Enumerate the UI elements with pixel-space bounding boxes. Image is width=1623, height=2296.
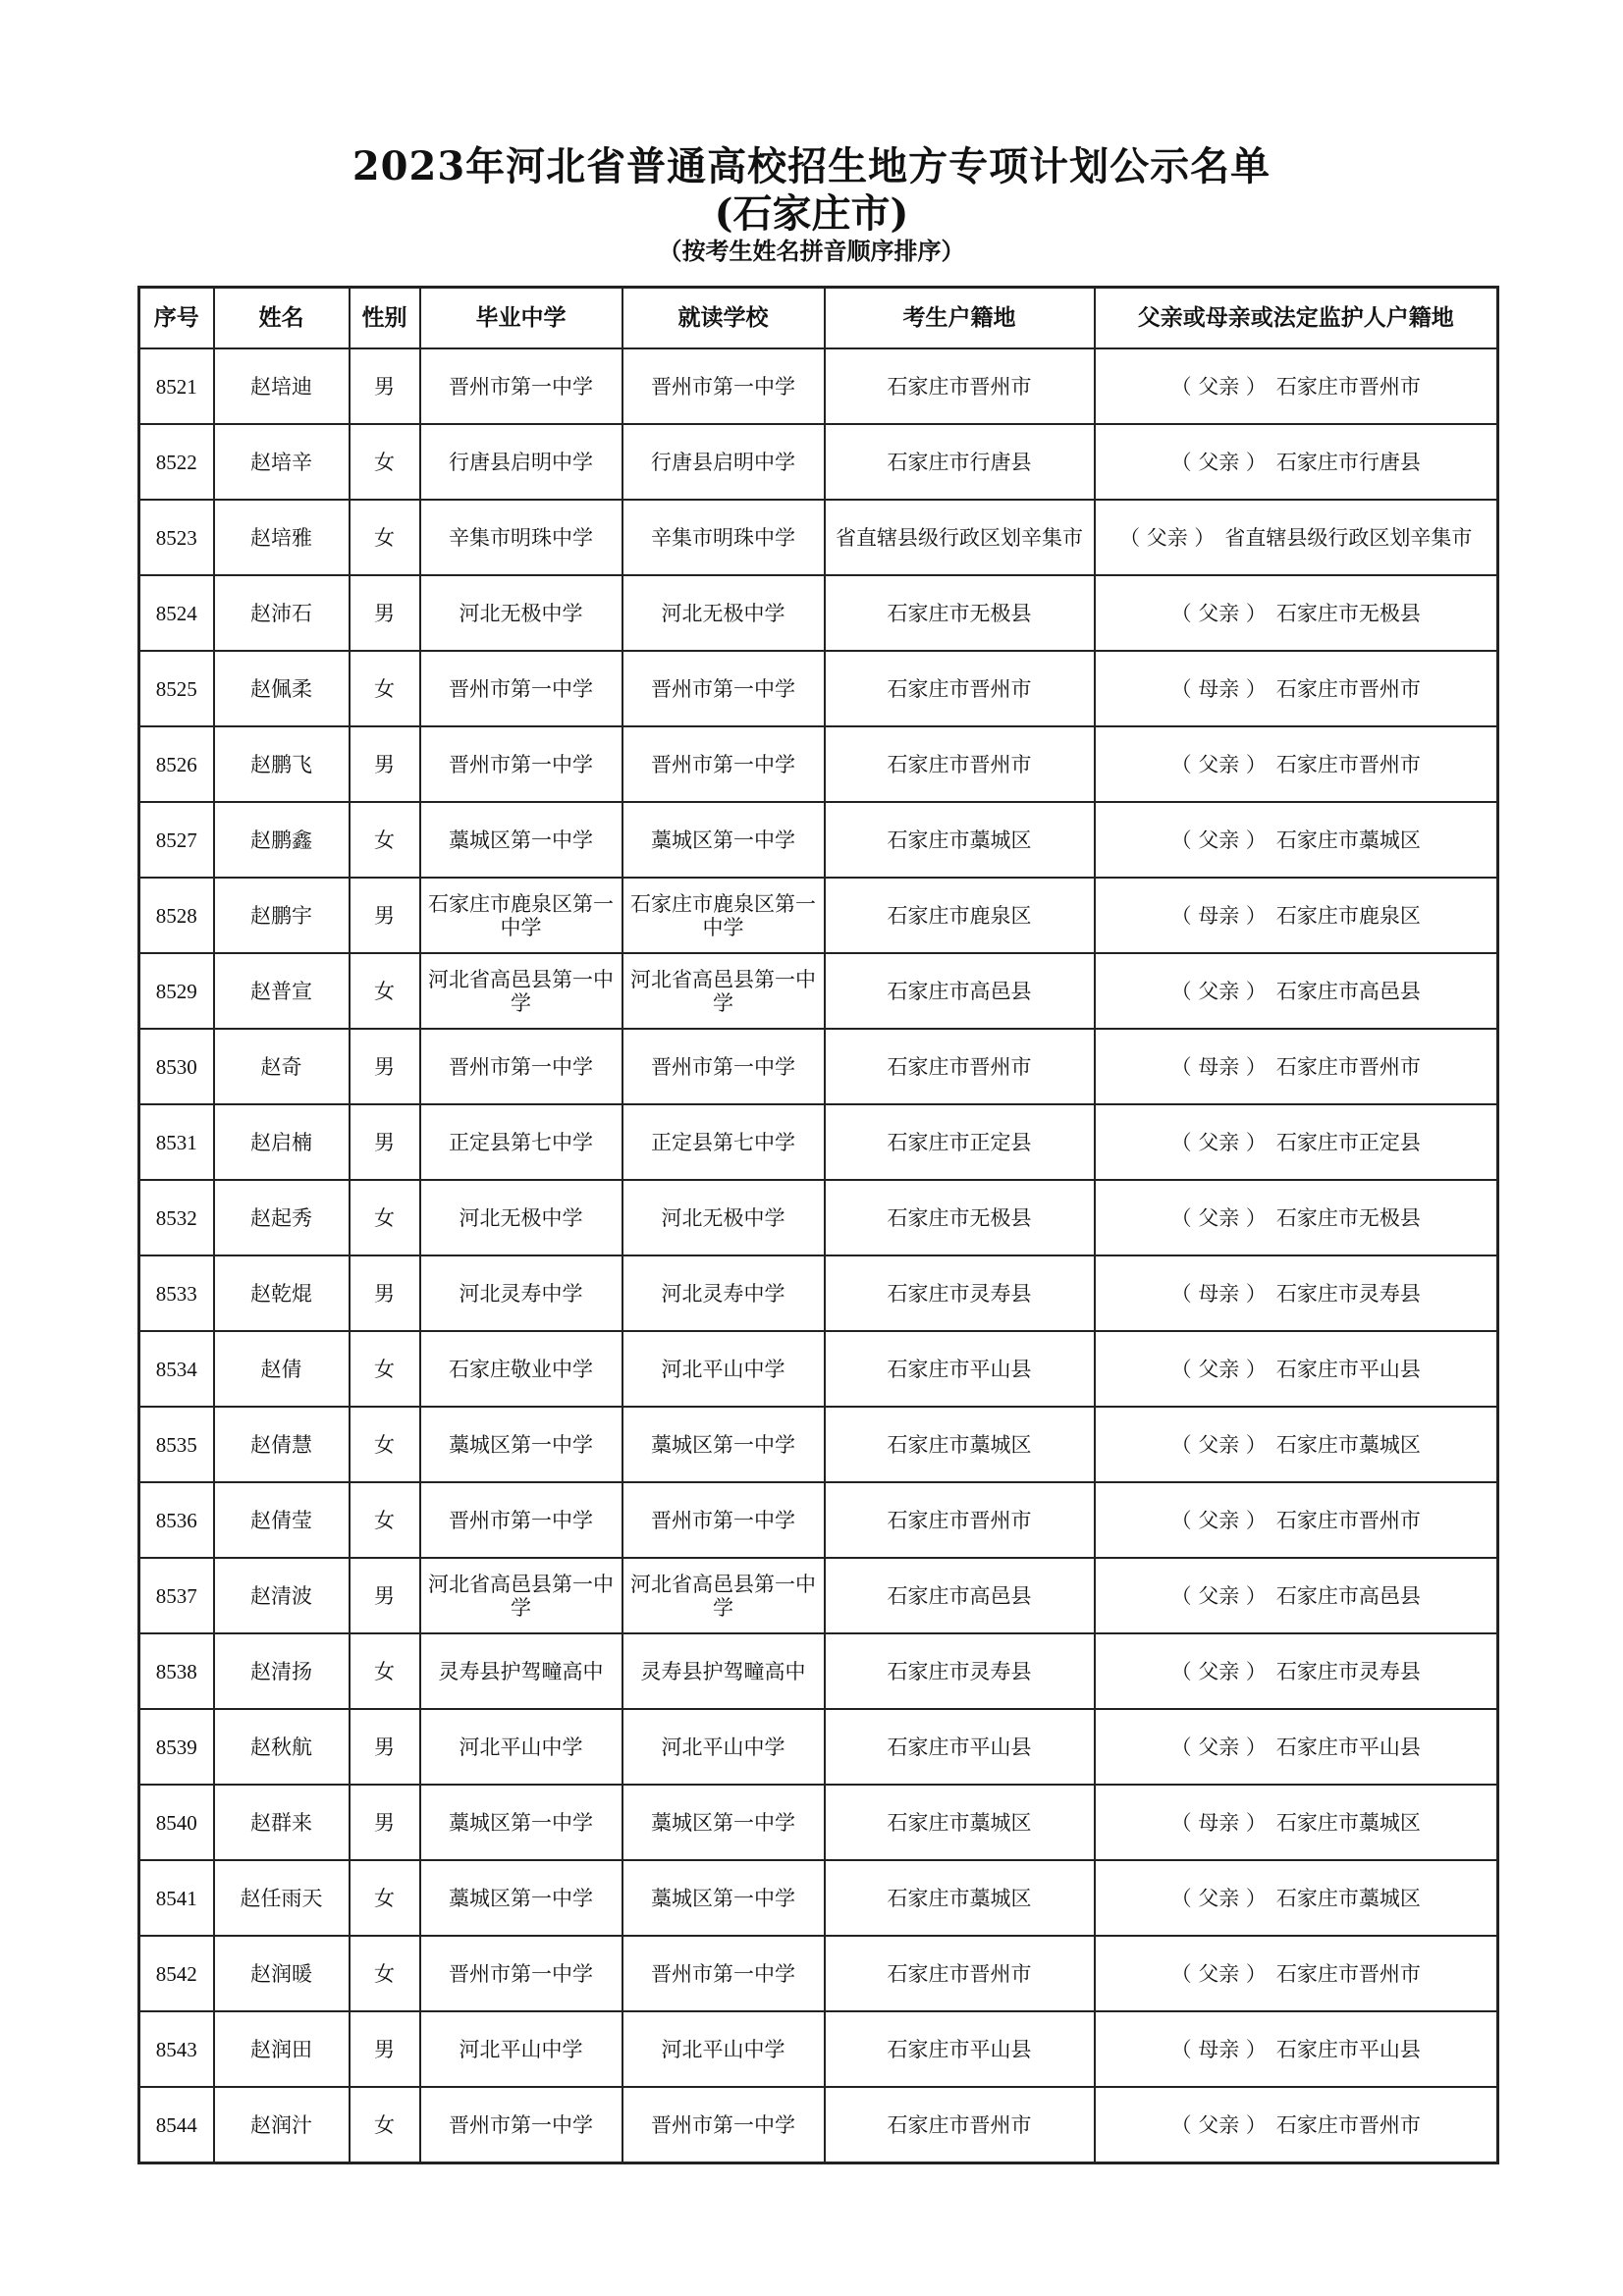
guardian-hukou: 石家庄市藁城区 — [1275, 1886, 1421, 1910]
cell-name: 赵任雨天 — [214, 1860, 350, 1936]
cell-guardian — [1095, 1785, 1498, 1860]
cell-no: 8544 — [139, 2087, 214, 2163]
cell-current-school: 辛集市明珠中学 — [622, 500, 825, 575]
cell-guardian — [1095, 424, 1498, 500]
table-row — [139, 2011, 1498, 2087]
cell-guardian — [1095, 1029, 1498, 1104]
guardian-relation: （ 父亲 ） — [1170, 1508, 1267, 1532]
cell-name: 赵润暖 — [214, 1936, 350, 2011]
guardian-relation: （ 父亲 ） — [1170, 1659, 1267, 1683]
table-row — [139, 953, 1498, 1029]
guardian-hukou: 石家庄市晋州市 — [1275, 374, 1421, 399]
cell-grad-school: 藁城区第一中学 — [420, 802, 622, 878]
header-hukou: 考生户籍地 — [825, 288, 1095, 349]
table-row — [139, 651, 1498, 726]
table-row — [139, 802, 1498, 878]
guardian-relation: （ 父亲 ） — [1119, 525, 1216, 550]
cell-hukou: 石家庄市晋州市 — [825, 2087, 1095, 2163]
guardian-hukou: 石家庄市藁城区 — [1275, 1810, 1421, 1835]
cell-current-school: 灵寿县护驾疃高中 — [622, 1633, 825, 1709]
cell-guardian — [1095, 1407, 1498, 1482]
table-row — [139, 348, 1498, 424]
cell-current-school: 晋州市第一中学 — [622, 2087, 825, 2163]
cell-hukou: 石家庄市晋州市 — [825, 726, 1095, 802]
cell-gender: 男 — [350, 1104, 420, 1180]
cell-hukou: 石家庄市藁城区 — [825, 1860, 1095, 1936]
guardian-hukou: 石家庄市平山县 — [1275, 1735, 1421, 1759]
guardian-hukou: 石家庄市藁城区 — [1275, 828, 1421, 852]
cell-name: 赵清波 — [214, 1558, 350, 1633]
cell-grad-school: 河北省高邑县第一中学 — [420, 953, 622, 1029]
guardian-hukou: 石家庄市晋州市 — [1275, 676, 1421, 701]
guardian-relation: （ 母亲 ） — [1170, 2037, 1267, 2061]
cell-hukou: 石家庄市晋州市 — [825, 1029, 1095, 1104]
cell-hukou: 石家庄市晋州市 — [825, 1936, 1095, 2011]
cell-hukou: 石家庄市鹿泉区 — [825, 878, 1095, 953]
cell-no: 8524 — [139, 575, 214, 651]
guardian-relation: （ 母亲 ） — [1170, 1281, 1267, 1306]
cell-gender: 男 — [350, 2011, 420, 2087]
table-row — [139, 424, 1498, 500]
cell-grad-school: 石家庄市鹿泉区第一中学 — [420, 878, 622, 953]
cell-name: 赵润汁 — [214, 2087, 350, 2163]
cell-name: 赵群来 — [214, 1785, 350, 1860]
cell-name: 赵乾焜 — [214, 1255, 350, 1331]
cell-name: 赵倩慧 — [214, 1407, 350, 1482]
cell-guardian — [1095, 348, 1498, 424]
cell-guardian — [1095, 1936, 1498, 2011]
cell-hukou: 石家庄市平山县 — [825, 1331, 1095, 1407]
guardian-hukou: 石家庄市晋州市 — [1275, 752, 1421, 776]
cell-gender: 女 — [350, 1860, 420, 1936]
cell-current-school: 河北省高邑县第一中学 — [622, 953, 825, 1029]
cell-grad-school: 晋州市第一中学 — [420, 348, 622, 424]
cell-guardian — [1095, 2087, 1498, 2163]
guardian-hukou: 石家庄市正定县 — [1275, 1130, 1421, 1154]
guardian-relation: （ 母亲 ） — [1170, 903, 1267, 928]
cell-grad-school: 河北省高邑县第一中学 — [420, 1558, 622, 1633]
cell-current-school: 石家庄市鹿泉区第一中学 — [622, 878, 825, 953]
cell-grad-school: 灵寿县护驾疃高中 — [420, 1633, 622, 1709]
header-gender: 性别 — [350, 288, 420, 349]
guardian-relation: （ 母亲 ） — [1170, 1054, 1267, 1079]
table-row — [139, 1104, 1498, 1180]
guardian-relation: （ 父亲 ） — [1170, 1886, 1267, 1910]
cell-guardian — [1095, 500, 1498, 575]
cell-current-school: 晋州市第一中学 — [622, 1029, 825, 1104]
document-title: 2023年河北省普通高校招生地方专项计划公示名单 — [352, 143, 1271, 189]
document-subtitle-city: (石家庄市) — [714, 190, 909, 237]
cell-gender: 女 — [350, 1482, 420, 1558]
guardian-hukou: 石家庄市高邑县 — [1275, 979, 1421, 1003]
cell-guardian — [1095, 1860, 1498, 1936]
guardian-relation: （ 父亲 ） — [1170, 601, 1267, 625]
cell-hukou: 石家庄市晋州市 — [825, 348, 1095, 424]
table-row — [139, 1331, 1498, 1407]
guardian-hukou: 石家庄市晋州市 — [1275, 2112, 1421, 2137]
cell-no: 8532 — [139, 1180, 214, 1255]
cell-current-school: 晋州市第一中学 — [622, 651, 825, 726]
cell-current-school: 正定县第七中学 — [622, 1104, 825, 1180]
cell-no: 8527 — [139, 802, 214, 878]
cell-hukou: 石家庄市藁城区 — [825, 1785, 1095, 1860]
cell-hukou: 石家庄市灵寿县 — [825, 1255, 1095, 1331]
cell-no: 8533 — [139, 1255, 214, 1331]
cell-grad-school: 晋州市第一中学 — [420, 651, 622, 726]
table-row — [139, 1709, 1498, 1785]
cell-hukou: 石家庄市晋州市 — [825, 651, 1095, 726]
cell-gender: 男 — [350, 575, 420, 651]
cell-no: 8525 — [139, 651, 214, 726]
guardian-relation: （ 父亲 ） — [1170, 1735, 1267, 1759]
guardian-relation: （ 父亲 ） — [1170, 2112, 1267, 2137]
cell-hukou: 石家庄市平山县 — [825, 2011, 1095, 2087]
table-row — [139, 575, 1498, 651]
guardian-hukou: 石家庄市灵寿县 — [1275, 1659, 1421, 1683]
cell-gender: 男 — [350, 726, 420, 802]
cell-guardian — [1095, 1709, 1498, 1785]
header-grad-school: 毕业中学 — [420, 288, 622, 349]
cell-gender: 男 — [350, 348, 420, 424]
cell-name: 赵奇 — [214, 1029, 350, 1104]
cell-no: 8526 — [139, 726, 214, 802]
roster-table — [137, 286, 1499, 2164]
cell-current-school: 藁城区第一中学 — [622, 1785, 825, 1860]
header-no: 序号 — [139, 288, 214, 349]
cell-no: 8521 — [139, 348, 214, 424]
cell-current-school: 河北平山中学 — [622, 1709, 825, 1785]
cell-hukou: 石家庄市藁城区 — [825, 802, 1095, 878]
cell-gender: 女 — [350, 802, 420, 878]
guardian-relation: （ 母亲 ） — [1170, 676, 1267, 701]
cell-current-school: 河北无极中学 — [622, 1180, 825, 1255]
guardian-relation: （ 父亲 ） — [1170, 1432, 1267, 1457]
guardian-relation: （ 父亲 ） — [1170, 828, 1267, 852]
cell-gender: 男 — [350, 1709, 420, 1785]
guardian-relation: （ 父亲 ） — [1170, 374, 1267, 399]
cell-grad-school: 河北灵寿中学 — [420, 1255, 622, 1331]
cell-current-school: 晋州市第一中学 — [622, 348, 825, 424]
cell-current-school: 河北省高邑县第一中学 — [622, 1558, 825, 1633]
cell-current-school: 河北灵寿中学 — [622, 1255, 825, 1331]
guardian-hukou: 石家庄市行唐县 — [1275, 450, 1421, 474]
cell-no: 8528 — [139, 878, 214, 953]
cell-guardian — [1095, 1255, 1498, 1331]
guardian-hukou: 石家庄市藁城区 — [1275, 1432, 1421, 1457]
cell-grad-school: 辛集市明珠中学 — [420, 500, 622, 575]
cell-no: 8534 — [139, 1331, 214, 1407]
cell-name: 赵培辛 — [214, 424, 350, 500]
cell-gender: 女 — [350, 424, 420, 500]
guardian-hukou: 石家庄市鹿泉区 — [1275, 903, 1421, 928]
guardian-relation: （ 父亲 ） — [1170, 1961, 1267, 1986]
guardian-hukou: 石家庄市高邑县 — [1275, 1583, 1421, 1608]
cell-name: 赵清扬 — [214, 1633, 350, 1709]
guardian-hukou: 石家庄市平山县 — [1275, 2037, 1421, 2061]
cell-guardian — [1095, 1331, 1498, 1407]
guardian-hukou: 省直辖县级行政区划辛集市 — [1224, 525, 1473, 550]
guardian-hukou: 石家庄市晋州市 — [1275, 1508, 1421, 1532]
cell-name: 赵鹏鑫 — [214, 802, 350, 878]
cell-grad-school: 晋州市第一中学 — [420, 2087, 622, 2163]
cell-no: 8538 — [139, 1633, 214, 1709]
cell-current-school: 晋州市第一中学 — [622, 726, 825, 802]
cell-no: 8530 — [139, 1029, 214, 1104]
cell-gender: 男 — [350, 1785, 420, 1860]
cell-grad-school: 河北无极中学 — [420, 1180, 622, 1255]
cell-hukou: 石家庄市灵寿县 — [825, 1633, 1095, 1709]
cell-grad-school: 石家庄敬业中学 — [420, 1331, 622, 1407]
cell-name: 赵鹏飞 — [214, 726, 350, 802]
cell-current-school: 藁城区第一中学 — [622, 1860, 825, 1936]
cell-guardian — [1095, 2011, 1498, 2087]
table-row — [139, 726, 1498, 802]
table-row — [139, 1558, 1498, 1633]
cell-guardian — [1095, 575, 1498, 651]
cell-no: 8543 — [139, 2011, 214, 2087]
cell-gender: 男 — [350, 1558, 420, 1633]
cell-hukou: 石家庄市行唐县 — [825, 424, 1095, 500]
table-row — [139, 1255, 1498, 1331]
guardian-relation: （ 父亲 ） — [1170, 450, 1267, 474]
cell-no: 8531 — [139, 1104, 214, 1180]
cell-name: 赵沛石 — [214, 575, 350, 651]
cell-current-school: 晋州市第一中学 — [622, 1936, 825, 2011]
cell-current-school: 行唐县启明中学 — [622, 424, 825, 500]
table-header-row — [139, 288, 1498, 349]
cell-grad-school: 藁城区第一中学 — [420, 1785, 622, 1860]
table-row — [139, 1180, 1498, 1255]
cell-guardian — [1095, 1633, 1498, 1709]
guardian-relation: （ 父亲 ） — [1170, 752, 1267, 776]
cell-hukou: 省直辖县级行政区划辛集市 — [825, 500, 1095, 575]
cell-grad-school: 河北无极中学 — [420, 575, 622, 651]
guardian-hukou: 石家庄市平山县 — [1275, 1357, 1421, 1381]
cell-hukou: 石家庄市晋州市 — [825, 1482, 1095, 1558]
cell-current-school: 河北无极中学 — [622, 575, 825, 651]
cell-no: 8541 — [139, 1860, 214, 1936]
cell-grad-school: 晋州市第一中学 — [420, 726, 622, 802]
cell-name: 赵佩柔 — [214, 651, 350, 726]
cell-name: 赵起秀 — [214, 1180, 350, 1255]
cell-hukou: 石家庄市藁城区 — [825, 1407, 1095, 1482]
cell-gender: 女 — [350, 1633, 420, 1709]
table-row — [139, 1407, 1498, 1482]
cell-gender: 女 — [350, 500, 420, 575]
cell-grad-school: 正定县第七中学 — [420, 1104, 622, 1180]
table-row — [139, 1029, 1498, 1104]
cell-current-school: 河北平山中学 — [622, 2011, 825, 2087]
cell-gender: 女 — [350, 1180, 420, 1255]
cell-no: 8536 — [139, 1482, 214, 1558]
guardian-hukou: 石家庄市晋州市 — [1275, 1054, 1421, 1079]
cell-guardian — [1095, 802, 1498, 878]
cell-guardian — [1095, 953, 1498, 1029]
cell-no: 8539 — [139, 1709, 214, 1785]
cell-hukou: 石家庄市无极县 — [825, 575, 1095, 651]
cell-current-school: 河北平山中学 — [622, 1331, 825, 1407]
table-row — [139, 1482, 1498, 1558]
cell-gender: 女 — [350, 2087, 420, 2163]
cell-guardian — [1095, 651, 1498, 726]
cell-gender: 女 — [350, 953, 420, 1029]
table-row — [139, 1633, 1498, 1709]
guardian-relation: （ 父亲 ） — [1170, 979, 1267, 1003]
cell-no: 8523 — [139, 500, 214, 575]
cell-name: 赵润田 — [214, 2011, 350, 2087]
cell-hukou: 石家庄市正定县 — [825, 1104, 1095, 1180]
cell-gender: 男 — [350, 1029, 420, 1104]
cell-name: 赵培迪 — [214, 348, 350, 424]
cell-hukou: 石家庄市平山县 — [825, 1709, 1095, 1785]
table-row — [139, 1936, 1498, 2011]
cell-grad-school: 晋州市第一中学 — [420, 1482, 622, 1558]
guardian-hukou: 石家庄市灵寿县 — [1275, 1281, 1421, 1306]
cell-gender: 女 — [350, 1331, 420, 1407]
table-row — [139, 878, 1498, 953]
cell-gender: 男 — [350, 878, 420, 953]
cell-no: 8537 — [139, 1558, 214, 1633]
cell-current-school: 藁城区第一中学 — [622, 802, 825, 878]
cell-name: 赵鹏宇 — [214, 878, 350, 953]
cell-current-school: 晋州市第一中学 — [622, 1482, 825, 1558]
cell-guardian — [1095, 1558, 1498, 1633]
guardian-hukou: 石家庄市晋州市 — [1275, 1961, 1421, 1986]
cell-hukou: 石家庄市高邑县 — [825, 953, 1095, 1029]
cell-name: 赵倩 — [214, 1331, 350, 1407]
cell-name: 赵启楠 — [214, 1104, 350, 1180]
guardian-relation: （ 母亲 ） — [1170, 1810, 1267, 1835]
guardian-relation: （ 父亲 ） — [1170, 1130, 1267, 1154]
cell-name: 赵培雅 — [214, 500, 350, 575]
cell-gender: 男 — [350, 1255, 420, 1331]
guardian-hukou: 石家庄市无极县 — [1275, 1205, 1421, 1230]
cell-gender: 女 — [350, 651, 420, 726]
table-row — [139, 1860, 1498, 1936]
cell-grad-school: 晋州市第一中学 — [420, 1936, 622, 2011]
cell-gender: 女 — [350, 1407, 420, 1482]
cell-no: 8540 — [139, 1785, 214, 1860]
cell-hukou: 石家庄市无极县 — [825, 1180, 1095, 1255]
cell-name: 赵秋航 — [214, 1709, 350, 1785]
header-guardian-hukou: 父亲或母亲或法定监护人户籍地 — [1095, 288, 1498, 349]
cell-grad-school: 晋州市第一中学 — [420, 1029, 622, 1104]
cell-grad-school: 河北平山中学 — [420, 1709, 622, 1785]
cell-no: 8529 — [139, 953, 214, 1029]
guardian-relation: （ 父亲 ） — [1170, 1205, 1267, 1230]
cell-guardian — [1095, 1180, 1498, 1255]
cell-no: 8522 — [139, 424, 214, 500]
table-row — [139, 2087, 1498, 2163]
header-current-school: 就读学校 — [622, 288, 825, 349]
cell-gender: 女 — [350, 1936, 420, 2011]
cell-hukou: 石家庄市高邑县 — [825, 1558, 1095, 1633]
cell-name: 赵倩莹 — [214, 1482, 350, 1558]
cell-guardian — [1095, 726, 1498, 802]
cell-no: 8542 — [139, 1936, 214, 2011]
cell-grad-school: 行唐县启明中学 — [420, 424, 622, 500]
cell-guardian — [1095, 1104, 1498, 1180]
cell-no: 8535 — [139, 1407, 214, 1482]
guardian-relation: （ 父亲 ） — [1170, 1357, 1267, 1381]
cell-grad-school: 藁城区第一中学 — [420, 1407, 622, 1482]
cell-grad-school: 藁城区第一中学 — [420, 1860, 622, 1936]
cell-grad-school: 河北平山中学 — [420, 2011, 622, 2087]
document-sort-note: （按考生姓名拼音顺序排序） — [658, 237, 965, 265]
table-row — [139, 1785, 1498, 1860]
cell-guardian — [1095, 878, 1498, 953]
cell-guardian — [1095, 1482, 1498, 1558]
cell-current-school: 藁城区第一中学 — [622, 1407, 825, 1482]
guardian-hukou: 石家庄市无极县 — [1275, 601, 1421, 625]
cell-name: 赵普宣 — [214, 953, 350, 1029]
header-name: 姓名 — [214, 288, 350, 349]
guardian-relation: （ 父亲 ） — [1170, 1583, 1267, 1608]
table-row — [139, 500, 1498, 575]
